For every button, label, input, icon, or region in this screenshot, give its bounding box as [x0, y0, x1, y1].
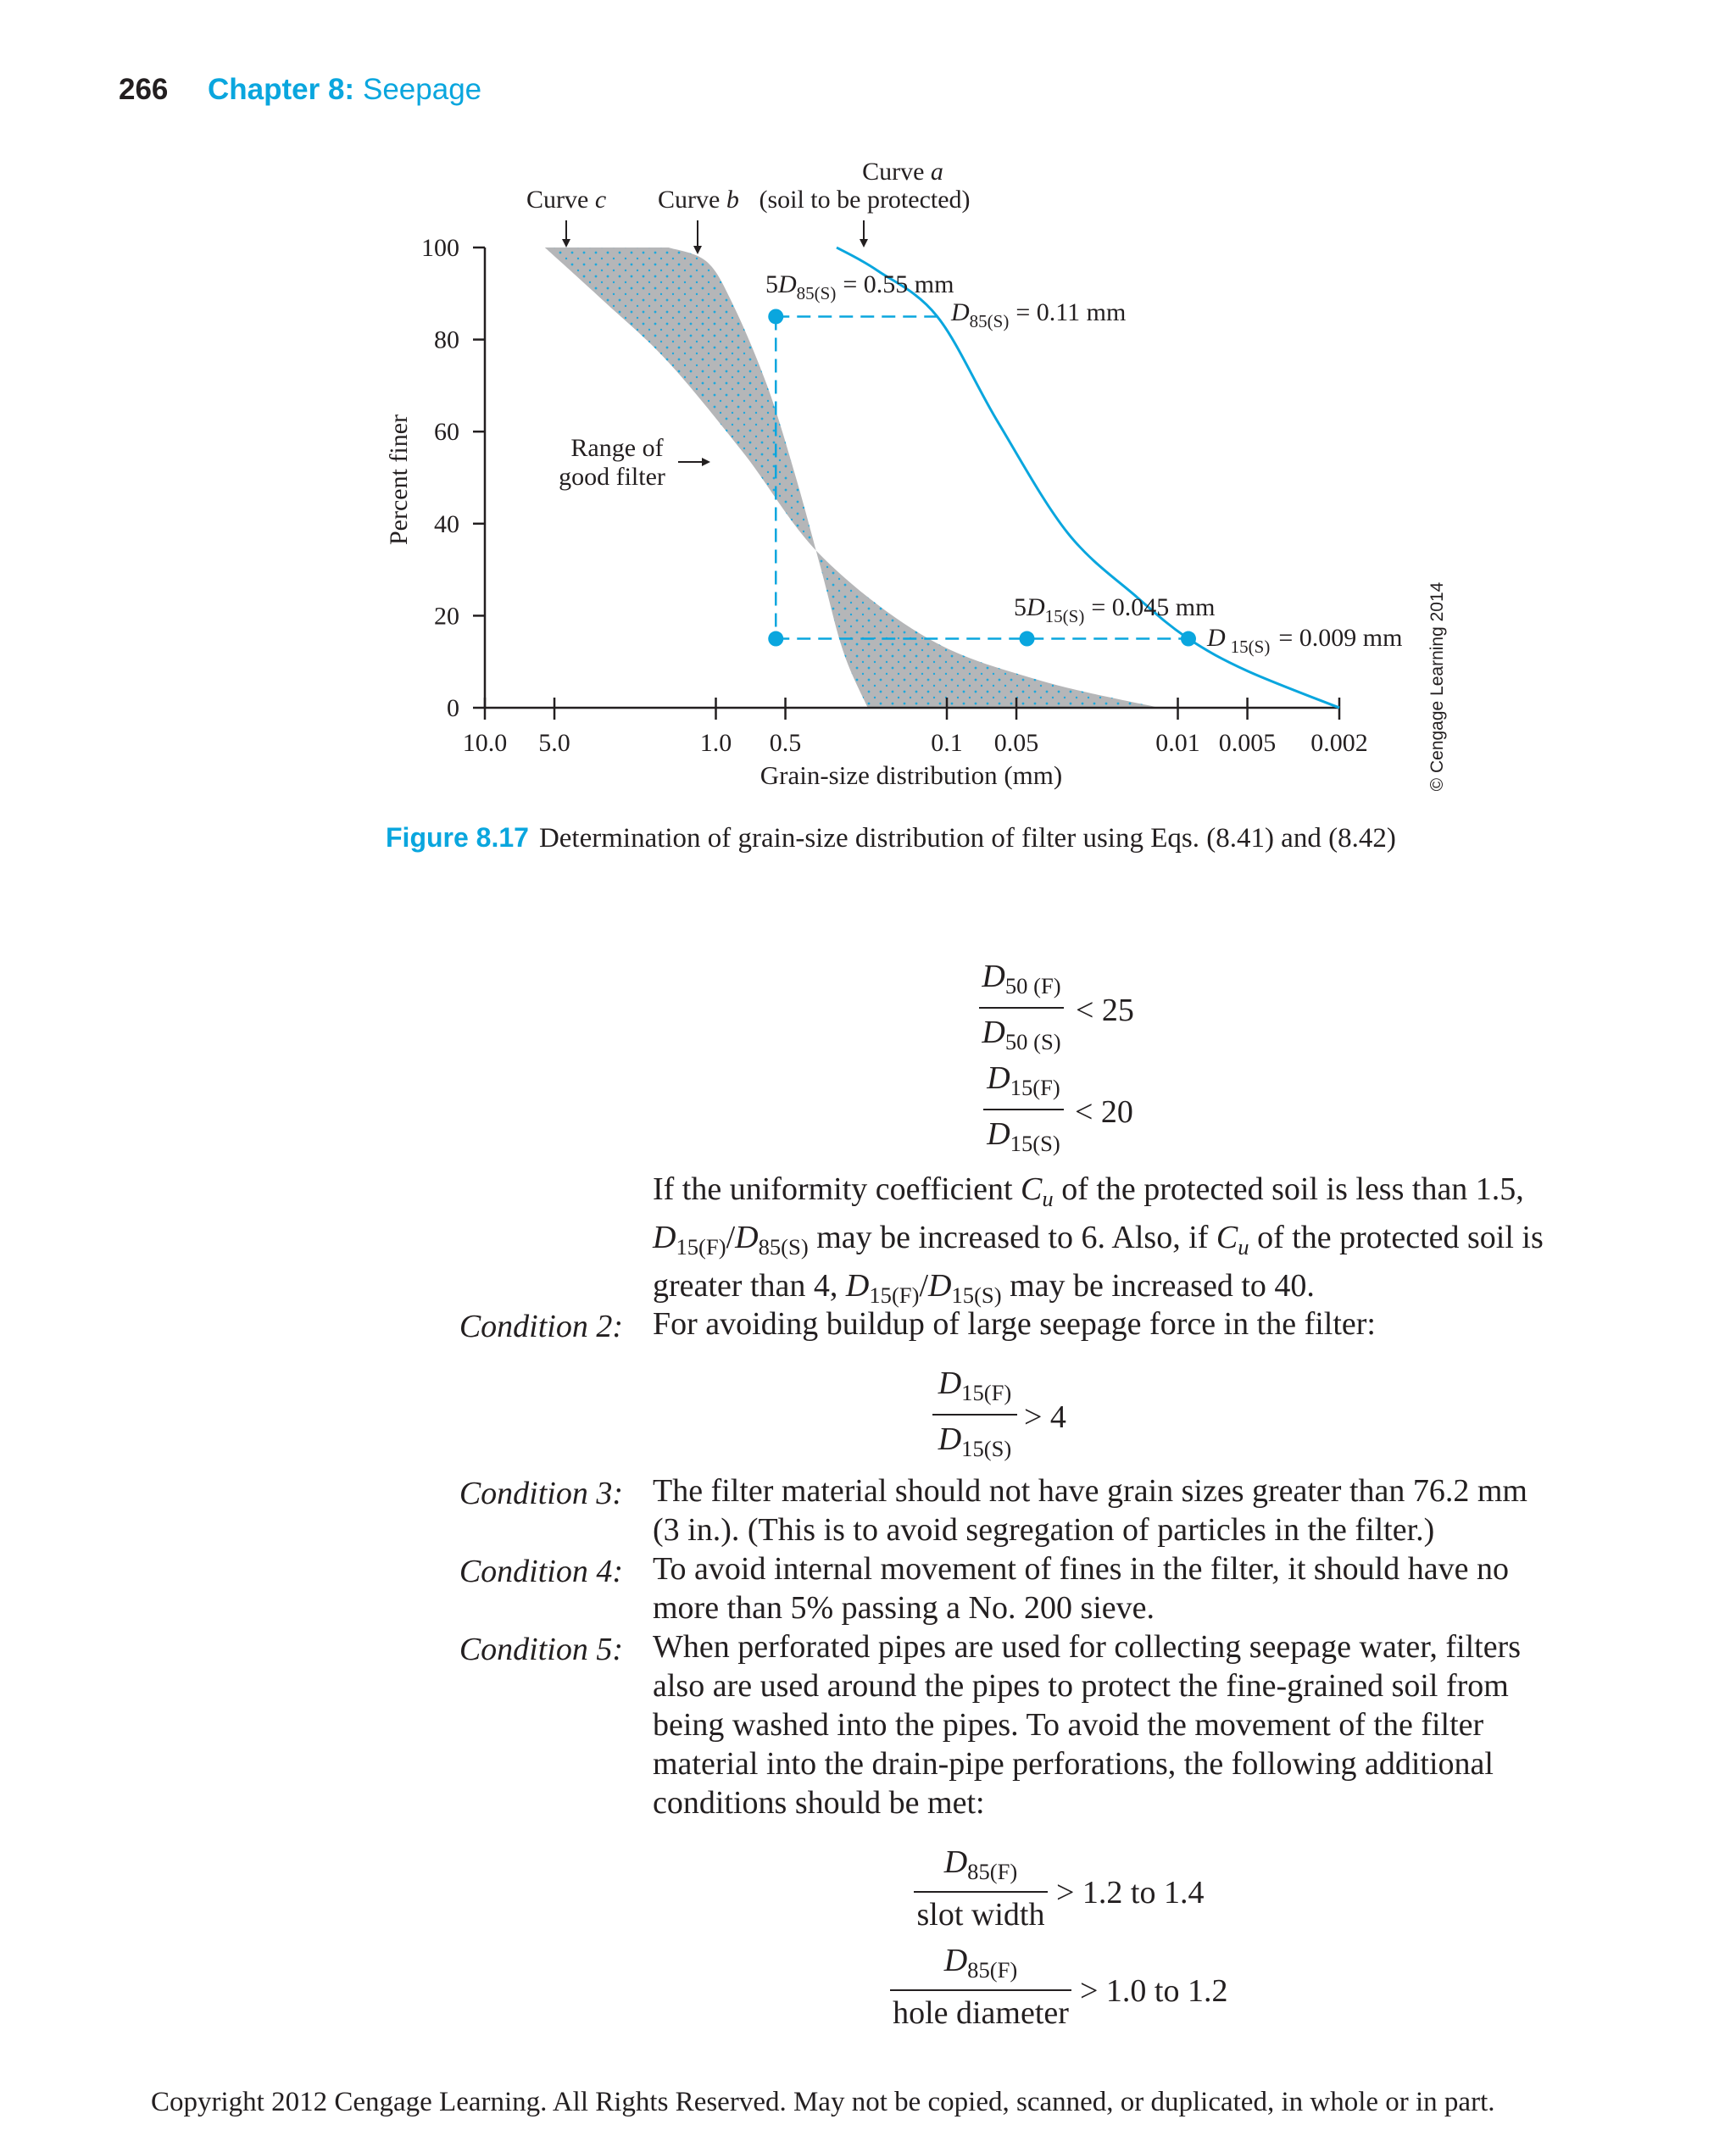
- curve-a-sublabel: (soil to be protected): [759, 186, 971, 214]
- y-tick-label: 40: [434, 509, 459, 538]
- curve-a-label: Curve a: [862, 158, 943, 186]
- range-label-line1: Range of: [570, 434, 664, 462]
- y-tick-label: 60: [434, 418, 459, 447]
- uniformity-paragraph: [653, 1170, 1544, 1315]
- data-point-marker: [768, 631, 783, 647]
- data-point-marker: [1181, 631, 1196, 647]
- condition-2-label: Condition 2:: [459, 1309, 623, 1344]
- annot-d85: $D_{85(S)} = 0.11$ mm: [951, 298, 1127, 331]
- x-tick-label: 5.0: [538, 729, 570, 757]
- y-tick-label: 20: [434, 602, 459, 631]
- x-tick-label: 10.0: [462, 729, 508, 757]
- data-point-marker: [768, 309, 783, 324]
- equation-d15-ratio: $D_{15(F)}$ $D_{15(S)}$ < 20: [983, 1060, 1064, 1161]
- condition-4-text: To avoid internal movement of fines in the filter, it should have no more than 5% passing a No. 200 sieve.: [653, 1551, 1509, 1626]
- figure-credit: © Cengage Learning 2014: [1427, 581, 1447, 792]
- condition-4-label: Condition 4:: [459, 1554, 623, 1589]
- copyright-footer: Copyright 2012 Cengage Learning. All Rights Reserved. May not be copied, scanned, or duplicated, in whole or in part.: [151, 2087, 1495, 2117]
- uniformity-line-2: $D_{15(F)}/D_{85(S)}$ may be increased to 6. Also, if $C_u$ of the protected soil is: [653, 1219, 1544, 1260]
- annot-5d15: $5D_{15(S)} = 0.045$ mm: [1014, 593, 1216, 626]
- range-label-line2: good filter: [559, 463, 665, 491]
- annot-5d85: $5D_{85(S)} = 0.55$ mm: [765, 270, 954, 303]
- figure-caption: [386, 822, 1396, 854]
- y-tick-label: 80: [434, 325, 459, 354]
- chapter-label: Chapter 8:: [208, 73, 355, 106]
- annot-d15: D $_{15(S)}$ = 0.009 mm: [1207, 624, 1403, 657]
- curve-b-label: Curve b: [658, 186, 739, 214]
- y-tick-label: 100: [421, 234, 459, 262]
- data-point-marker: [1020, 631, 1035, 647]
- y-tick-label: 0: [447, 694, 459, 722]
- uniformity-line-3: greater than 4, $D_{15(F)}/D_{15(S)}$ may be increased to 40.: [653, 1267, 1315, 1308]
- uniformity-line-1: If the uniformity coefficient $C_u$ of the protected soil is less than 1.5,: [653, 1171, 1524, 1211]
- condition-2-text: For avoiding buildup of large seepage force in the filter:: [653, 1306, 1376, 1342]
- figure-number: Figure 8.17: [386, 822, 529, 853]
- x-tick-label: 0.002: [1310, 729, 1368, 757]
- page-number: 266: [119, 73, 169, 106]
- y-axis-label: Percent finer: [385, 414, 413, 546]
- equation-filter-ratio: $D_{15(F)}$ $D_{15(S)}$ > 4: [932, 1365, 1017, 1466]
- x-tick-label: 1.0: [699, 729, 732, 757]
- condition-5-text: When perforated pipes are used for collecting seepage water, filters also are used around the pipes to protect the fine-grained soil from being washed into the pipes. To avoid the movement of the filter material into the drain-pipe perforations, the following additional conditions should be met:: [653, 1629, 1521, 1821]
- x-tick-label: 0.005: [1218, 729, 1277, 757]
- curve-c-label: Curve c: [526, 186, 607, 214]
- x-axis-label: Grain-size distribution (mm): [760, 760, 1063, 790]
- grain-size-chart: [0, 0, 1736, 848]
- equation-filter-limit: > 4: [1024, 1399, 1066, 1435]
- x-tick-label: 0.5: [769, 729, 802, 757]
- equation-d50-limit: < 25: [1076, 993, 1134, 1028]
- figure-caption-text: Determination of grain-size distribution of filter using Eqs. (8.41) and (8.42): [538, 823, 1396, 854]
- condition-3-label: Condition 3:: [459, 1476, 623, 1511]
- equation-d50-ratio: $D_{50 (F)}$ $D_{50 (S)}$ < 25: [979, 958, 1064, 1060]
- x-tick-label: 0.05: [993, 729, 1039, 757]
- chapter-title: Seepage: [363, 73, 482, 106]
- condition-3-text: The filter material should not have grain sizes greater than 76.2 mm (3 in.). (This is to avoid segregation of particles in the filter.): [653, 1473, 1527, 1548]
- x-tick-label: 0.1: [931, 729, 963, 757]
- equation-slot-limit: > 1.2 to 1.4: [1056, 1875, 1205, 1911]
- equation-hole-limit: > 1.0 to 1.2: [1080, 1973, 1228, 2009]
- equation-d15-limit: < 20: [1075, 1094, 1133, 1130]
- x-tick-label: 0.01: [1155, 729, 1200, 757]
- equation-hole-diameter: $D_{85(F)}$ hole diameter > 1.0 to 1.2: [890, 1942, 1071, 2044]
- condition-5-label: Condition 5:: [459, 1632, 623, 1667]
- equation-slot-width: $D_{85(F)}$ slot width > 1.2 to 1.4: [914, 1844, 1048, 1945]
